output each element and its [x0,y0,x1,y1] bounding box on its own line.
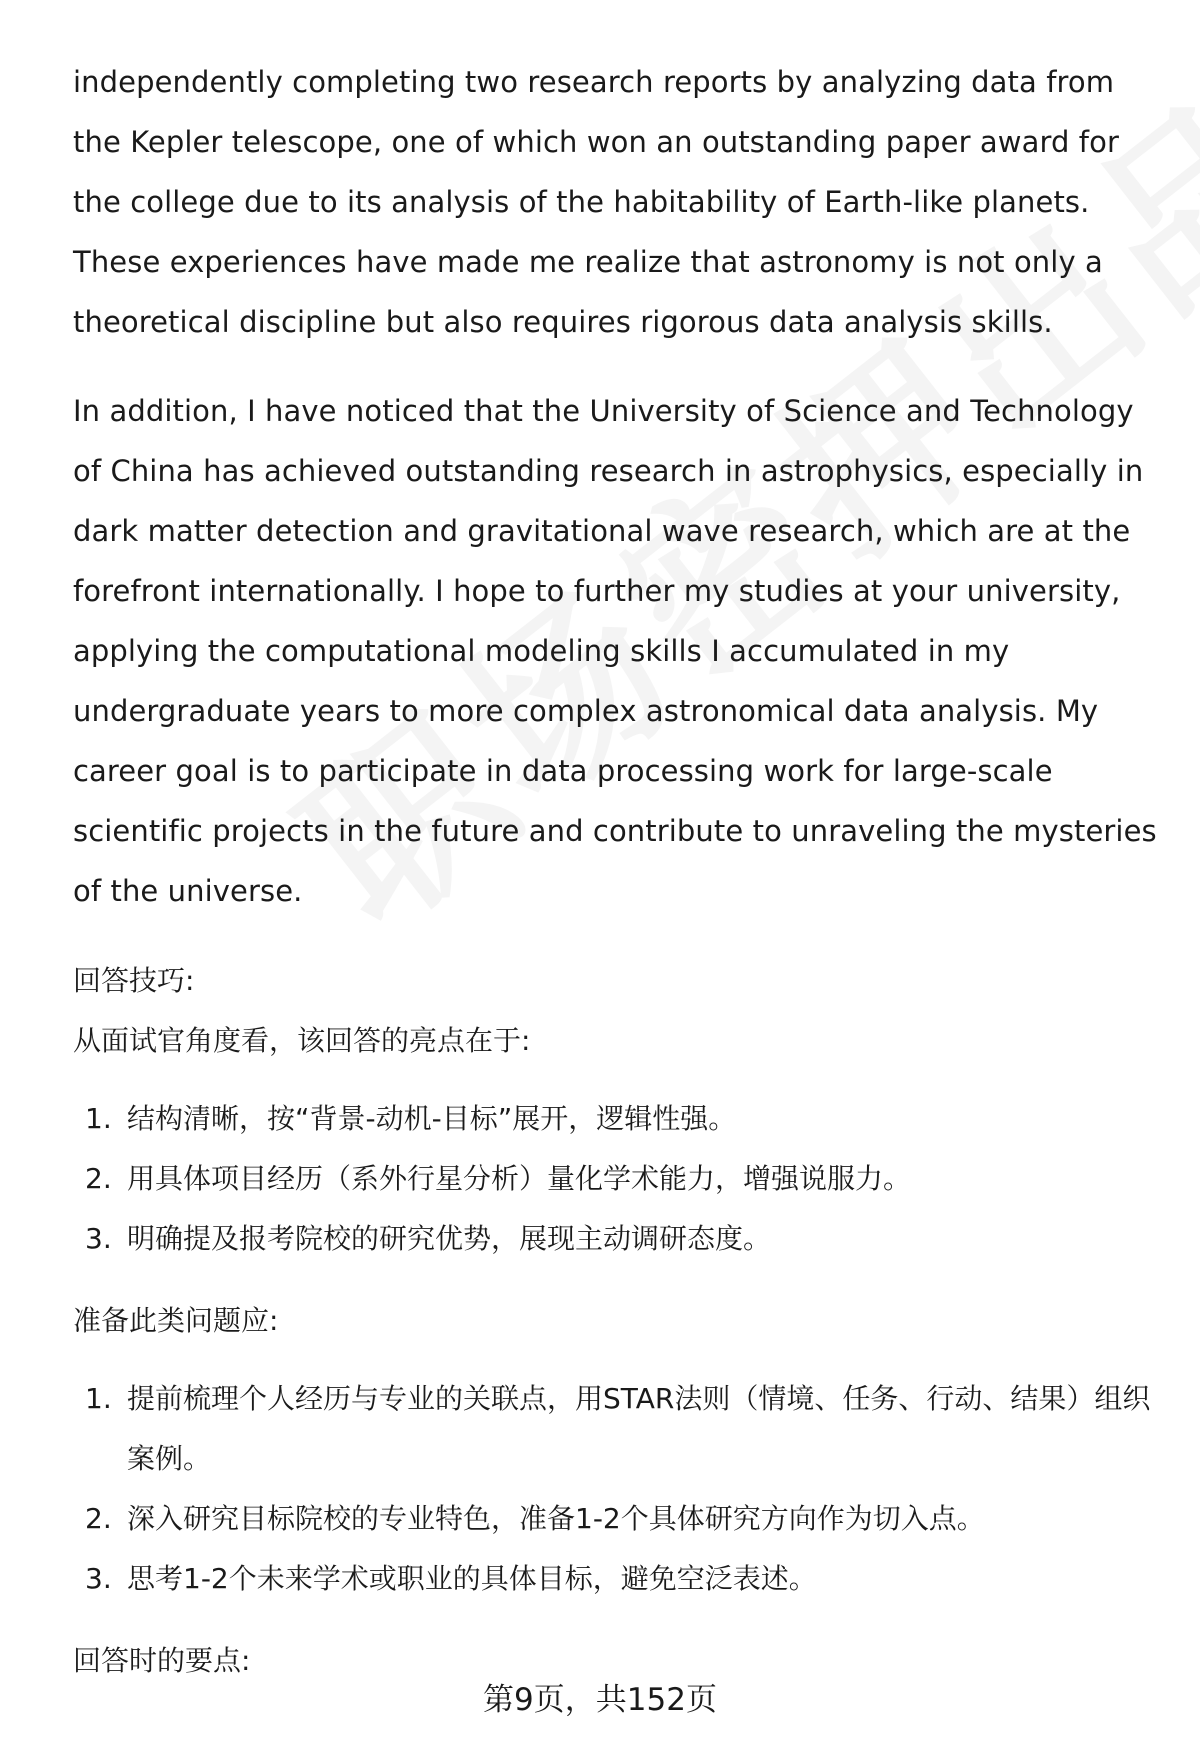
list-text: 深入研究目标院校的专业特色，准备1-2个具体研究方向作为切入点。 [127,1502,985,1535]
prepare-list [73,1369,1163,1609]
keypoints-heading: 回答时的要点: [73,1644,251,1677]
highlights-list [73,1089,1163,1269]
list-number: 1. [85,1382,112,1415]
list-text: 提前梳理个人经历与专业的关联点，用STAR法则（情境、任务、行动、结果）组织案例。 [127,1382,1151,1475]
list-text: 用具体项目经历（系外行星分析）量化学术能力，增强说服力。 [127,1162,912,1195]
list-number: 2. [85,1162,112,1195]
paragraph-1: independently completing two research reports by analyzing data from the Kepler telescope, one of which won an outstanding paper award for the college due to its analysis of the habitability of Earth-like planets. These experiences have made me realize that astronomy is not only a theoretical discipline but also requires rigorous data analysis skills. [73,65,1119,339]
document-body [73,52,1163,1691]
list-text: 结构清晰，按“背景-动机-目标”展开，逻辑性强。 [127,1102,737,1135]
list-number: 2. [85,1502,112,1535]
highlights-heading: 从面试官角度看，该回答的亮点在于: [73,1024,531,1057]
list-item [73,1369,1163,1489]
paragraph-2: In addition, I have noticed that the University of Science and Technology of China has achieved outstanding research in astrophysics, especially in dark matter detection and gravitational wave research, which are at the forefront internationally. I hope to further my studies at your university, applying the computational modeling skills I accumulated in my undergraduate years to more complex astronomical data analysis. My career goal is to participate in data processing work for large-scale scientific projects in the future and contribute to unraveling the mysteries of the universe. [73,394,1157,908]
list-number: 3. [85,1222,112,1255]
page-number-footer: 第9页，共152页 [483,1682,717,1718]
list-item [73,1209,1163,1269]
list-item [73,1489,1163,1549]
list-text: 明确提及报考院校的研究优势，展现主动调研态度。 [127,1222,772,1255]
list-number: 3. [85,1562,112,1595]
list-text: 思考1-2个未来学术或职业的具体目标，避免空泛表述。 [127,1562,817,1595]
tips-heading: 回答技巧: [73,964,195,997]
list-item [73,1149,1163,1209]
list-number: 1. [85,1102,112,1135]
list-item [73,1089,1163,1149]
prepare-heading: 准备此类问题应: [73,1304,279,1337]
list-item [73,1549,1163,1609]
